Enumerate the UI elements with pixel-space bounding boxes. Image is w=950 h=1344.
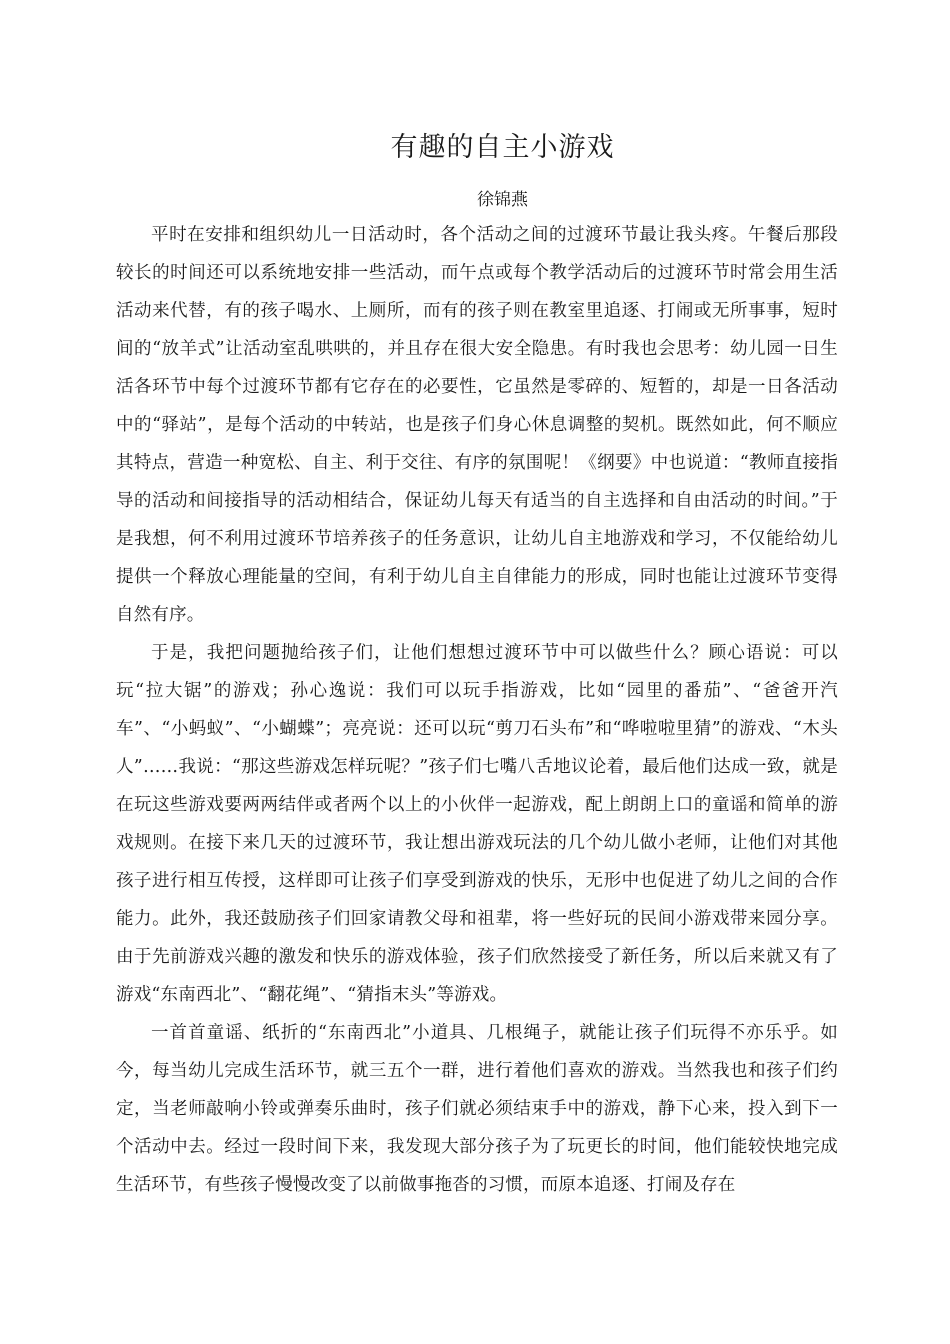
paragraph-2: 于是，我把问题抛给孩子们，让他们想想过渡环节中可以做些什么？顾心语说：可以玩“拉大锯”的游戏；孙心逸说：我们可以玩手指游戏，比如“园里的番茄”、“爸爸开汽车”、“小蚂蚁”、“小蝴蝶”；亮亮说：还可以玩“剪刀石头布”和“哗啦啦里猜”的游戏、“木头人”……我说：“那这些游戏怎样玩呢？”孩子们七嘴八舌地议论着，最后他们达成一致，就是在玩这些游戏要两两结伴或者两个以上的小伙伴一起游戏，配上朗朗上口的童谣和简单的游戏规则。在接下来几天的过渡环节，我让想出游戏玩法的几个幼儿做小老师，让他们对其他孩子进行相互传授，这样即可让孩子们享受到游戏的快乐，无形中也促进了幼儿之间的合作能力。此外，我还鼓励孩子们回家请教父母和祖辈，将一些好玩的民间小游戏带来园分享。由于先前游戏兴趣的激发和快乐的游戏体验，孩子们欣然接受了新任务，所以后来就又有了游戏“东南西北”、“翻花绳”、“猜指末头”等游戏。 <box>116 643 838 1005</box>
author-name: 徐锦燕 <box>477 190 528 210</box>
page-title: 有趣的自主小游戏 <box>390 132 615 163</box>
paragraph-3: 一首首童谣、纸折的“东南西北”小道具、几根绳子，就能让孩子们玩得不亦乐乎。如今，每当幼儿完成生活环节，就三五个一群，进行着他们喜欢的游戏。当然我也和孩子们约定，当老师敲响小铃或弹奏乐曲时，孩子们就必须结束手中的游戏，静下心来，投入到下一个活动中去。经过一段时间下来，我发现大部分孩子为了玩更长的时间，他们能较快地完成生活环节，有些孩子慢慢改变了以前做事拖沓的习惯，而原本追逐、打闹及存在 <box>116 1023 838 1195</box>
article-body <box>116 216 838 1204</box>
paragraph-1: 平时在安排和组织幼儿一日活动时，各个活动之间的过渡环节最让我头疼。午餐后那段较长的时间还可以系统地安排一些活动，而午点或每个教学活动后的过渡环节时常会用生活活动来代替，有的孩子喝水、上厕所，而有的孩子则在教室里追逐、打闹或无所事事，短时间的“放羊式”让活动室乱哄哄的，并且存在很大安全隐患。有时我也会思考：幼儿园一日生活各环节中每个过渡环节都有它存在的必要性，它虽然是零碎的、短暂的，却是一日各活动中的“驿站”，是每个活动的中转站，也是孩子们身心休息调整的契机。既然如此，何不顺应其特点，营造一种宽松、自主、利于交往、有序的氛围呢！《纲要》中也说道：“教师直接指导的活动和间接指导的活动相结合，保证幼儿每天有适当的自主选择和自由活动的时间。”于是我想，何不利用过渡环节培养孩子的任务意识，让幼儿自主地游戏和学习，不仅能给幼儿提供一个释放心理能量的空间，有利于幼儿自主自律能力的形成，同时也能让过渡环节变得自然有序。 <box>116 225 838 625</box>
